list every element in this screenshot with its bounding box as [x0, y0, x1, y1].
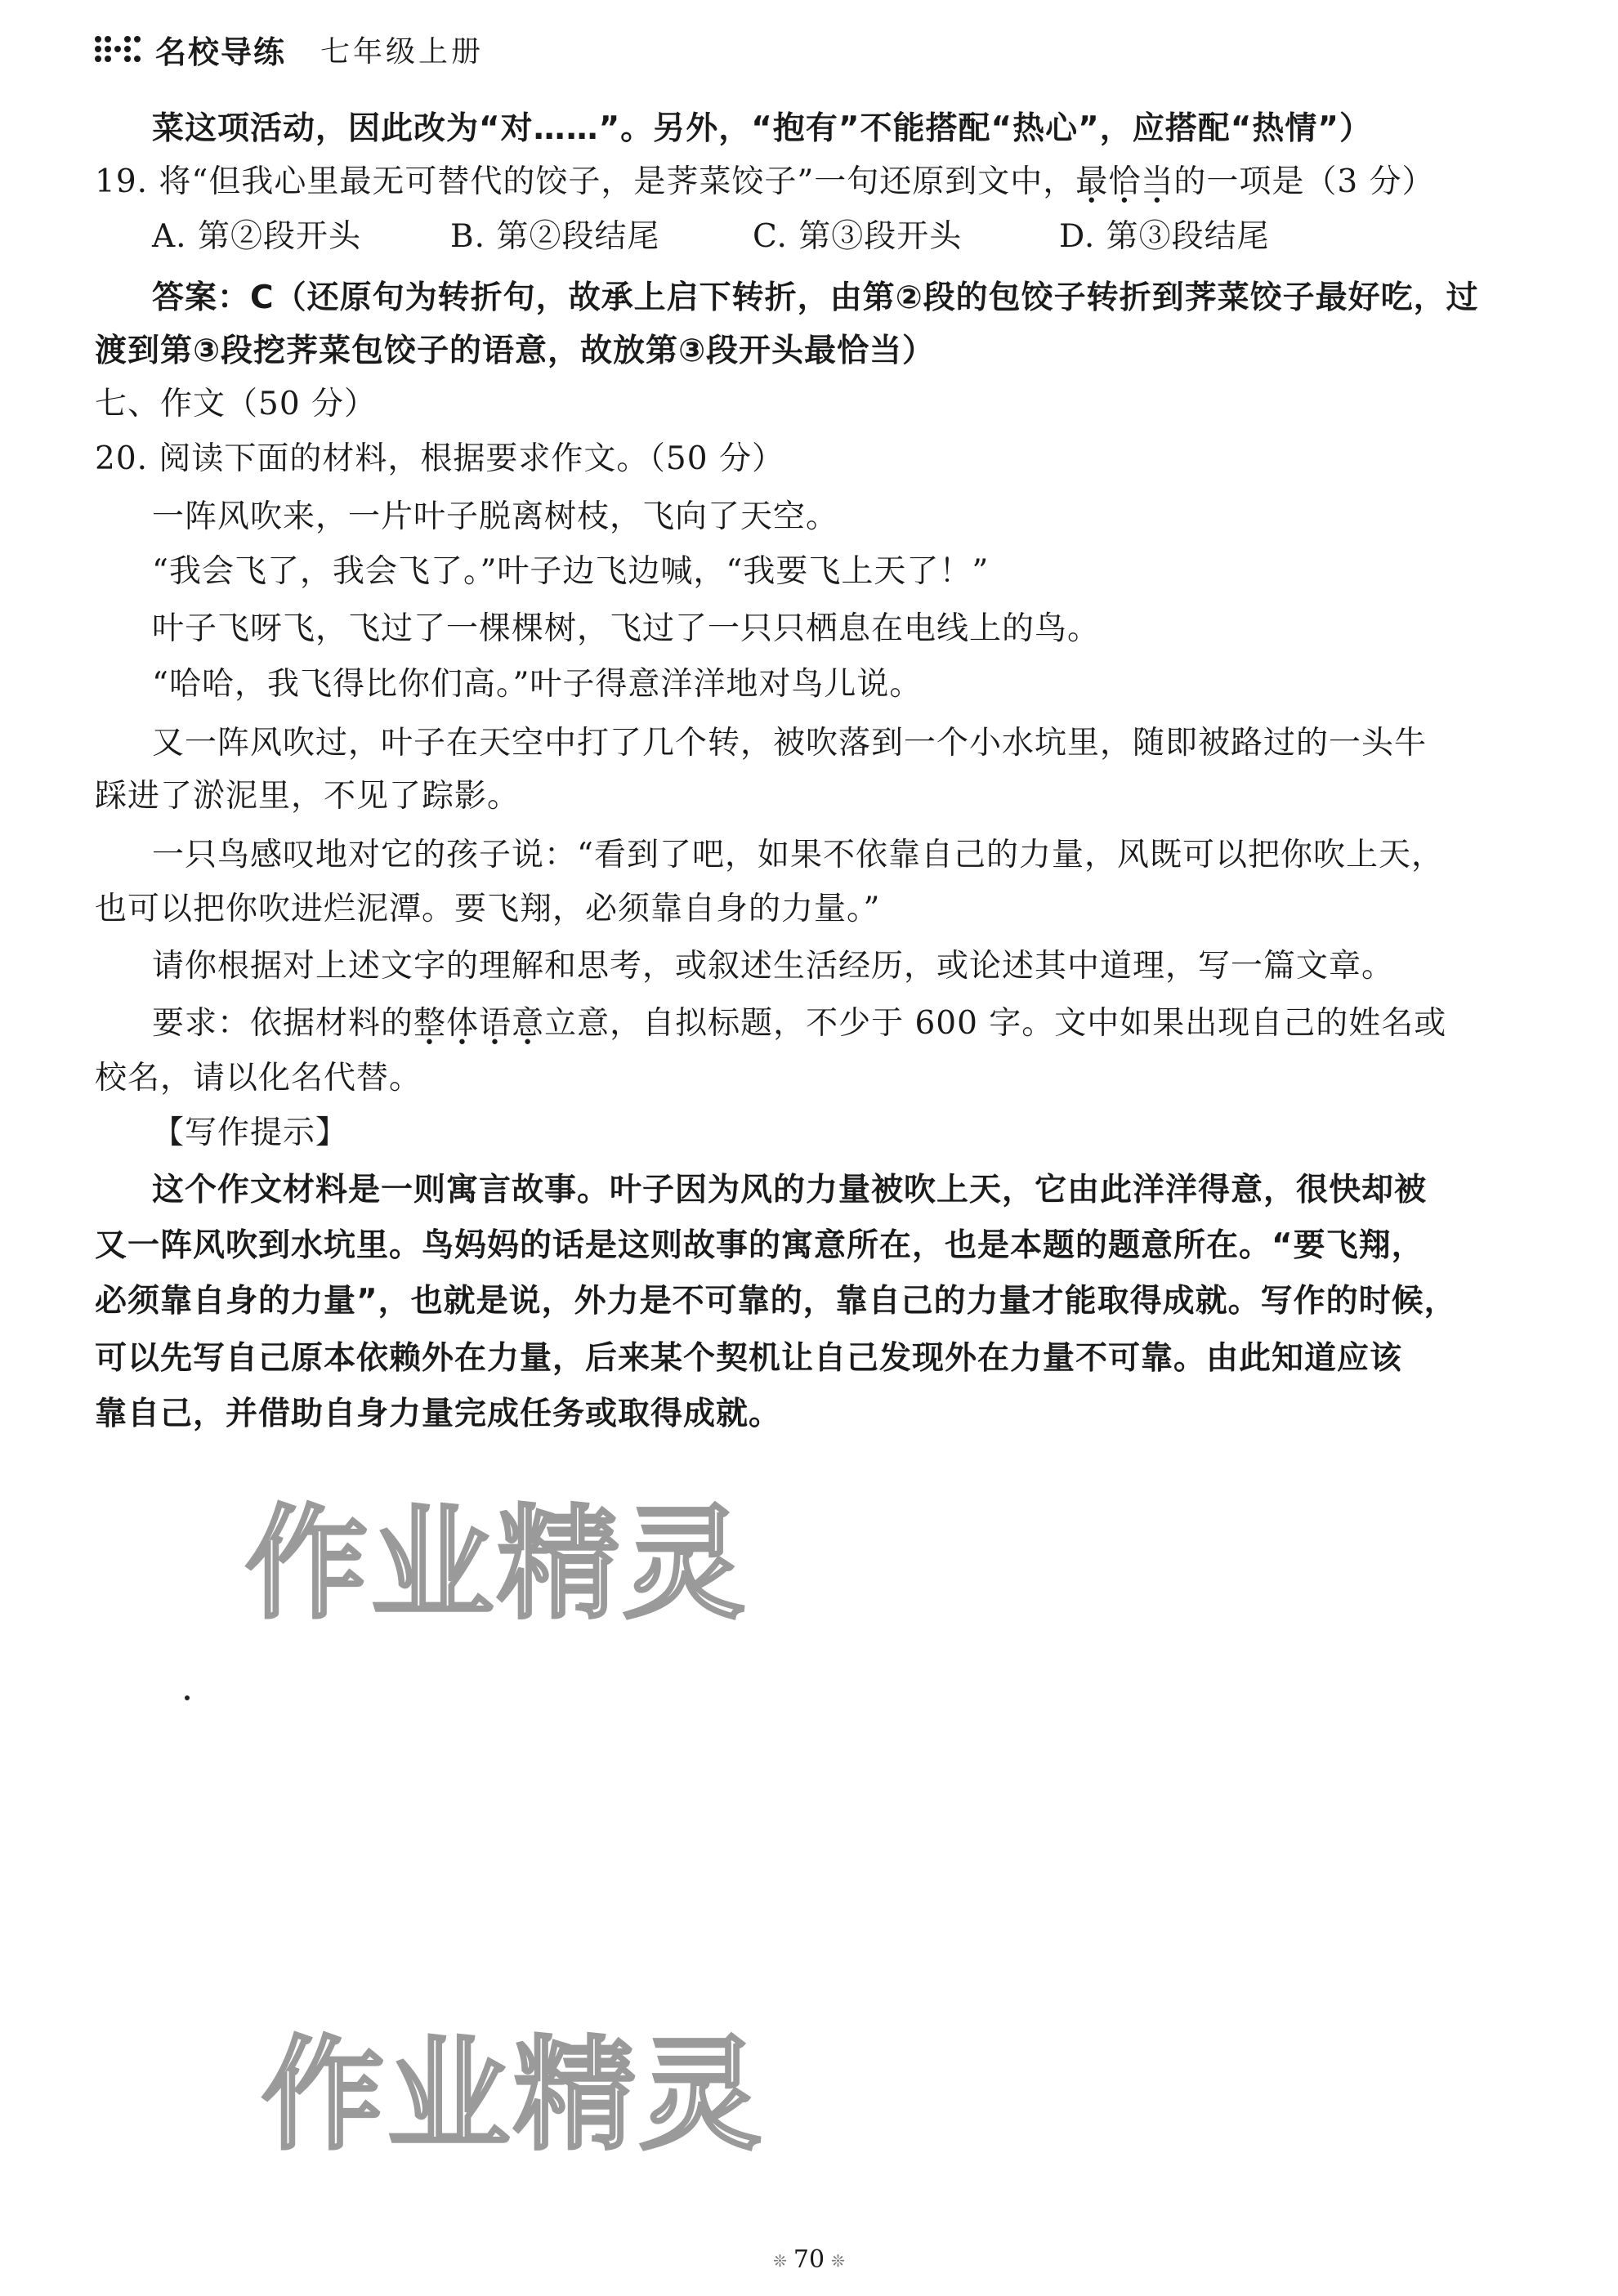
answer-19-line-1: 答案：C（还原句为转折句，故承上启下转折，由第②段的包饺子转折到荠菜饺子最好吃，过 — [152, 279, 1479, 316]
question-20-stem: 20. 阅读下面的材料，根据要求作文。（50 分） — [95, 440, 784, 477]
watermark: 作业精灵 — [261, 2025, 766, 2167]
page-header — [95, 25, 484, 74]
answer-19-line-2: 渡到第③段挖荠菜包饺子的语意，故放第③段开头最恰当） — [95, 333, 936, 369]
emphasis-char: 当 — [1141, 163, 1174, 200]
material-line: 也可以把你吹进烂泥潭。要飞翔，必须靠自身的力量。” — [95, 891, 881, 927]
answer-18-continuation: 菜这项活动，因此改为“对……”。另外，“抱有”不能搭配“热心”，应搭配“热情”） — [152, 110, 1373, 147]
material-line: “我会飞了，我会飞了。”叶子边飞边喊，“我要飞上天了！” — [152, 553, 990, 590]
emphasis-char: 恰 — [1108, 163, 1142, 200]
material-line: 请你根据对上述文字的理解和思考，或叙述生活经历，或论述其中道理，写一篇文章。 — [152, 948, 1395, 985]
watermark: 作业精灵 — [245, 1494, 749, 1636]
ornament-icon: ❊ — [773, 2251, 787, 2271]
tips-title: 【写作提示】 — [152, 1114, 349, 1151]
option-c: C. 第③段开头 — [753, 218, 963, 255]
material-line: 一阵风吹来，一片叶子脱离树枝，飞向了天空。 — [152, 498, 839, 535]
book-brand: 名校导练 — [155, 34, 287, 70]
emphasis-char: 最 — [1075, 163, 1109, 200]
tips-line: 靠自己，并借助自身力量完成任务或取得成就。 — [95, 1396, 782, 1432]
requirement-line-1: 要求：依据材料的整体语意立意，自拟标题，不少于 600 字。文中如果出现自己的姓名或 — [152, 1005, 1447, 1042]
tips-line: 可以先写自己原本依赖外在力量，后来某个契机让自己发现外在力量不可靠。由此知道应该 — [95, 1340, 1403, 1377]
option-b: B. 第②段结尾 — [450, 218, 660, 255]
emphasis-char: 体 — [446, 1005, 480, 1042]
material-line: 踩进了淤泥里，不见了踪影。 — [95, 778, 521, 815]
page-number: ❊ 70 ❊ — [773, 2245, 845, 2274]
material-line: 叶子飞呀飞，飞过了一棵棵树，飞过了一只只栖息在电线上的鸟。 — [152, 610, 1101, 647]
option-d: D. 第③段结尾 — [1059, 218, 1270, 255]
requirement-line-2: 校名，请以化名代替。 — [95, 1060, 422, 1097]
emphasis-char: 语 — [479, 1005, 512, 1042]
emphasis-char: 意 — [512, 1005, 545, 1042]
material-line: 一只鸟感叹地对它的孩子说：“看到了吧，如果不依靠自己的力量，风既可以把你吹上天， — [152, 837, 1444, 873]
option-a: A. 第②段开头 — [152, 218, 361, 255]
tips-line: 必须靠自身的力量”，也就是说，外力是不可靠的，靠自己的力量才能取得成就。写作的时候， — [95, 1283, 1457, 1320]
question-19-stem: 19. 将“但我心里最无可替代的饺子，是荠菜饺子”一句还原到文中，最恰当的一项是（3 分） — [95, 163, 1435, 200]
ornament-icon: ❊ — [831, 2251, 845, 2271]
material-line: “哈哈，我飞得比你们高。”叶子得意洋洋地对鸟儿说。 — [152, 666, 923, 703]
tips-line: 这个作文材料是一则寓言故事。叶子因为风的力量被吹上天，它由此洋洋得意，很快却被 — [152, 1172, 1428, 1208]
scan-speck — [185, 1695, 190, 1700]
emphasis-char: 整 — [413, 1005, 447, 1042]
tips-line: 又一阵风吹到水坑里。鸟妈妈的话是这则故事的寓意所在，也是本题的题意所在。“要飞翔， — [95, 1227, 1424, 1264]
section-7-title: 七、作文（50 分） — [95, 386, 378, 422]
book-grade: 七年级上册 — [320, 34, 485, 69]
dots-logo-icon — [95, 36, 141, 62]
material-line: 又一阵风吹过，叶子在天空中打了几个转，被吹落到一个小水坑里，随即被路过的一头牛 — [152, 725, 1428, 762]
